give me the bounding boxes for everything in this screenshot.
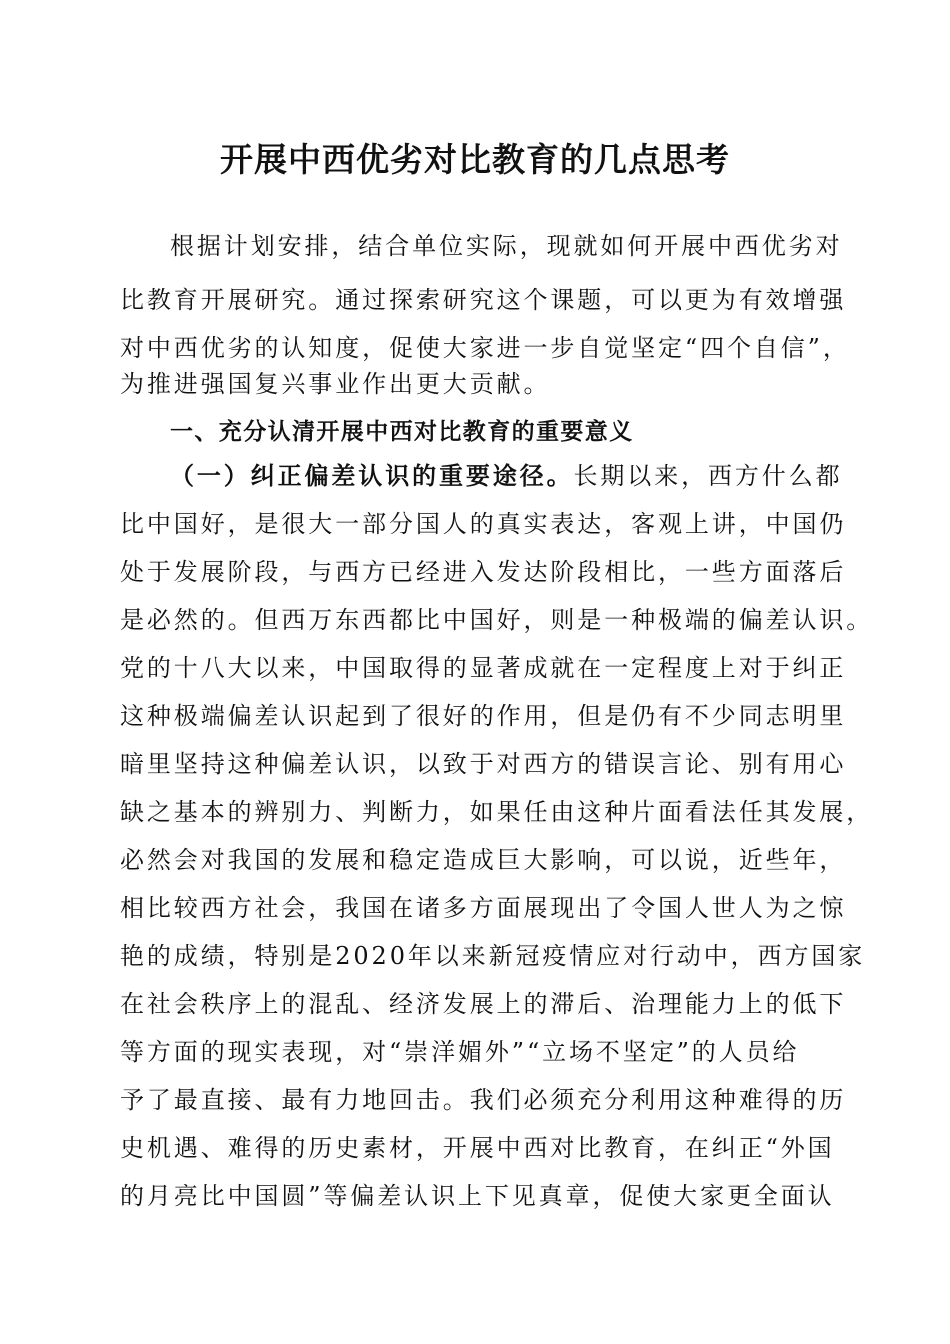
body-line: 史机遇、难得的历史素材，开展中西对比教育，在纠正“外国	[120, 1134, 835, 1162]
subsection-heading-1: （一）纠正偏差认识的重要途径。	[170, 462, 574, 490]
document-title: 开展中西优劣对比教育的几点思考	[220, 140, 730, 179]
body-line: 暗里坚持这种偏差认识，以致于对西方的错误言论、别有用心	[120, 750, 847, 778]
subsection-1-first-line	[120, 452, 843, 500]
subsection-1-line-1-text: 长期以来，西方什么都	[573, 462, 843, 490]
body-line: 比中国好，是很大一部分国人的真实表达，客观上讲，中国仍	[120, 510, 847, 538]
body-line: 处于发展阶段，与西方已经进入发达阶段相比，一些方面落后	[120, 558, 847, 586]
body-line: 等方面的现实表现，对“崇洋媚外”“立场不坚定”的人员给	[120, 1038, 800, 1066]
body-line: 相比较西方社会，我国在诸多方面展现出了令国人世人为之惊	[120, 894, 847, 922]
body-line: 在社会秩序上的混乱、经济发展上的滞后、治理能力上的低下	[120, 990, 847, 1018]
body-line: 这种极端偏差认识起到了很好的作用，但是仍有不少同志明里	[120, 702, 847, 730]
section-heading-1: 一、充分认清开展中西对比教育的重要意义	[170, 419, 634, 445]
intro-line-1: 根据计划安排，结合单位实际，现就如何开展中西优劣对	[170, 232, 843, 260]
body-line: 缺之基本的辨别力、判断力，如果任由这种片面看法任其发展，	[120, 798, 874, 826]
body-line: 是必然的。但西万东西都比中国好，则是一种极端的偏差认识。	[120, 606, 874, 634]
intro-line-4: 为推进强国复兴事业作出更大贡献。	[120, 370, 551, 398]
body-line: 的月亮比中国圆”等偏差认识上下见真章，促使大家更全面认	[120, 1182, 835, 1210]
intro-line-3: 对中西优劣的认知度，促使大家进一步自觉坚定“四个自信”，	[120, 334, 850, 362]
body-line: 艳的成绩，特别是2020年以来新冠疫情应对行动中，西方国家	[120, 942, 866, 970]
body-line: 必然会对我国的发展和稳定造成巨大影响，可以说，近些年，	[120, 846, 847, 874]
body-line: 予了最直接、最有力地回击。我们必须充分利用这种难得的历	[120, 1086, 847, 1114]
intro-line-2: 比教育开展研究。通过探索研究这个课题，可以更为有效增强	[120, 286, 847, 314]
body-line: 党的十八大以来，中国取得的显著成就在一定程度上对于纠正	[120, 654, 847, 682]
